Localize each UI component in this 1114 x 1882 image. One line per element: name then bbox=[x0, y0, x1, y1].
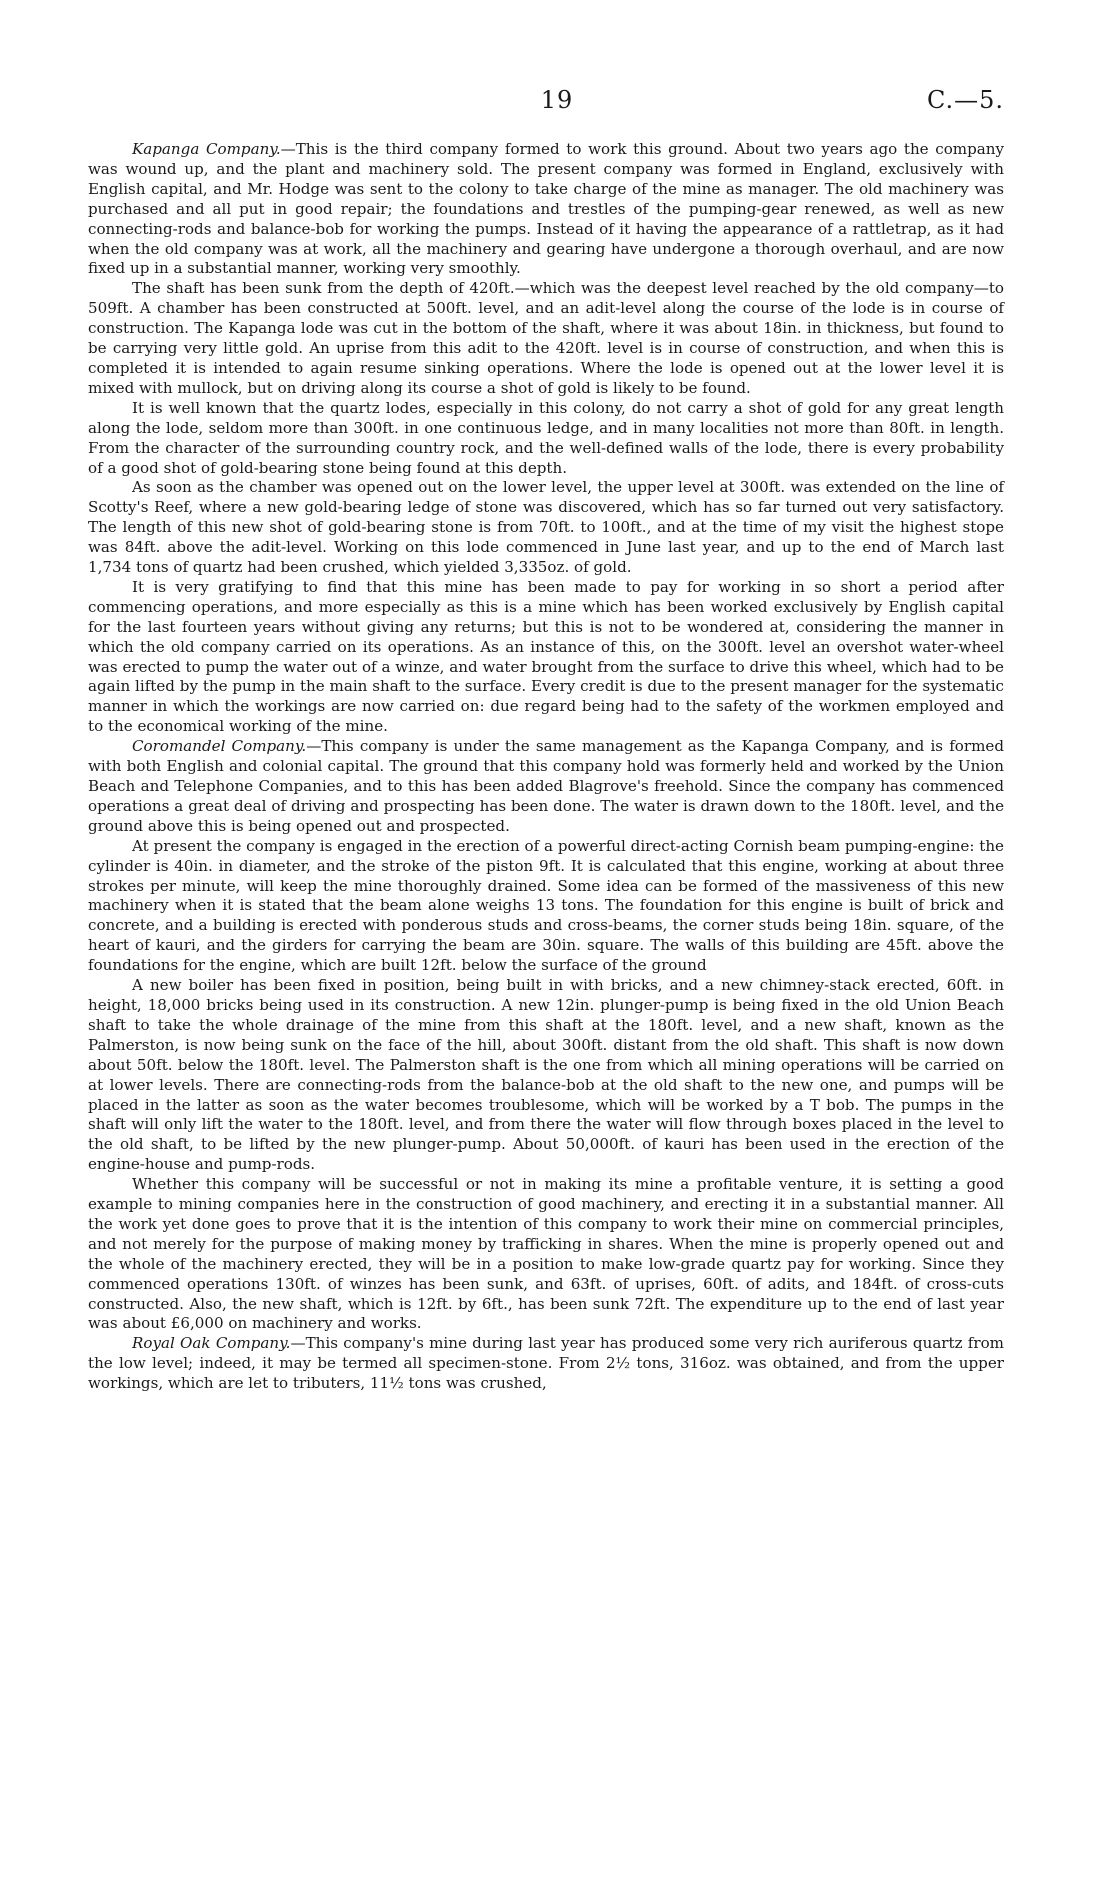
paragraph-text: It is very gratifying to find that this mine has been made to pay for working in so short a period after commencing operations, and more especially as this is a mine which has been worked exclusively by English capital for the last fourteen years without giving any returns; but this is not to be wondered at, considering the manner in which the old company carried on its operations. As an instance of this, on the 300ft. level an overshot water-wheel was erected to pump the water out of a winze, and water brought from the surface to drive this wheel, which had to be again lifted by the pump in the main shaft to the surface. Every credit is due to the present manager for the systematic manner in which the workings are now carried on: due regard being had to the safety of the workmen employed and to the economical working of the mine. bbox=[88, 577, 1004, 736]
company-heading-coromandel: Coromandel Company. bbox=[132, 737, 307, 756]
paragraph-text: —This is the third company formed to work this ground. About two years ago the company was wound up, and the plant and machinery sold. The present company was formed in England, exclusively with English capital, and Mr. Hodge was sent to the colony to take charge of the mine as manager. The old machinery was purchased and all put in good repair; the foundations and trestles of the pumping-gear renewed, as well as new connecting-rods and balance-bob for working the pumps. Instead of it having the appearance of a rattletrap, as it had when the old company was at work, all the machinery and gearing have undergone a thorough overhaul, and are now fixed up in a substantial manner, working very smoothly. bbox=[88, 140, 1005, 278]
paragraph-quartz-lodes bbox=[88, 399, 1004, 479]
paragraph-royal-oak-intro bbox=[88, 1334, 1004, 1394]
paragraph-text: At present the company is engaged in the erection of a powerful direct-acting Cornish beam pumping-engine: the cylinder is 40in. in diameter, and the stroke of the piston 9ft. It is calculated that this engine, working at about three strokes per minute, will keep the mine thoroughly drained. Some idea can be formed of the massiveness of this new machinery when it is stated that the beam alone weighs 13 tons. The foundation for this engine is built of brick and concrete, and a building is erected with ponderous studs and cross-beams, the corner studs being 18in. square, of the heart of kauri, and the girders for carrying the beam are 30in. square. The walls of this building are 45ft. above the foundations for the engine, which are built 12ft. below the surface of the ground bbox=[88, 836, 1004, 975]
paragraph-gratifying bbox=[88, 578, 1004, 737]
paragraph-cornish-engine bbox=[88, 837, 1004, 976]
paragraph-coromandel-intro bbox=[88, 737, 1004, 837]
company-heading-royal-oak: Royal Oak Company. bbox=[132, 1334, 291, 1353]
paragraph-text: The shaft has been sunk from the depth of 420ft.—which was the deepest level reached by the old company—to 509ft. A chamber has been constructed at 500ft. level, and an adit-level along the course of the lode is in course of construction. The Kapanga lode was cut in the bottom of the shaft, where it was about 18in. in thickness, but found to be carrying very little gold. An uprise from this adit to the 420ft. level is in course of construction, and when this is completed it is intended to again resume sinking operations. Where the lode is opened out at the lower level it is mixed with mullock, but on driving along its course a shot of gold is likely to be found. bbox=[88, 279, 1004, 397]
company-heading-kapanga: Kapanga Company. bbox=[132, 140, 281, 158]
paragraph-kapanga-intro bbox=[88, 140, 1004, 279]
paragraph-kapanga-shaft bbox=[88, 279, 1004, 398]
page-number: 19 bbox=[540, 86, 574, 114]
paragraph-text: As soon as the chamber was opened out on the lower level, the upper level at 300ft. was extended on the line of Scotty's Reef, where a new gold-bearing ledge of stone was discovered, which has so far turned out very satisfactory. The length of this new shot of gold-bearing stone is from 70ft. to 100ft., and at the time of my visit the highest stope was 84ft. above the adit-level. Working on this lode commenced in June last year, and up to the end of March last 1,734 tons of quartz had been crushed, which yielded 3,335oz. of gold. bbox=[88, 478, 1004, 577]
body-text bbox=[88, 140, 1004, 1394]
paragraph-text: —This company's mine during last year has produced some very rich auriferous quartz from the low level; indeed, it may be termed all specimen-stone. From 2½ tons, 316oz. was obtained, and from the upper workings, which are let to tributers, 11½ tons was crushed, bbox=[88, 1334, 1004, 1393]
paragraph-text: Whether this company will be successful or not in making its mine a profitable venture, it is setting a good example to mining companies here in the construction of good machinery, and erecting it in a substantial manner. All the work yet done goes to prove that it is the intention of this company to work their mine on commercial principles, and not merely for the purpose of making money by trafficking in shares. When the mine is properly opened out and the whole of the machinery erected, they will be in a position to make low-grade quartz pay for working. Since they commenced operations 130ft. of winzes has been sunk, and 63ft. of uprises, 60ft. of adits, and 184ft. of cross-cuts constructed. Also, the new shaft, which is 12ft. by 6ft., has been sunk 72ft. The expenditure up to the end of last year was about £6,000 on machinery and works. bbox=[88, 1175, 1004, 1333]
paragraph-whether-successful bbox=[88, 1175, 1004, 1334]
paragraph-scottys-reef bbox=[88, 478, 1004, 578]
document-code: C.—5. bbox=[926, 86, 1004, 114]
paragraph-text: It is well known that the quartz lodes, especially in this colony, do not carry a shot of gold for any great length along the lode, seldom more than 300ft. in one continuous ledge, and in many localities not more than 80ft. in length. From the character of the surrounding country rock, and the well-defined walls of the lode, there is every probability of a good shot of gold-bearing stone being found at this depth. bbox=[88, 398, 1004, 477]
paragraph-text: A new boiler has been fixed in position, being built in with bricks, and a new chimney-stack erected, 60ft. in height, 18,000 bricks being used in its construction. A new 12in. plunger-pump is being fixed in the old Union Beach shaft to take the whole drainage of the mine from this shaft at the 180ft. level, and a new shaft, known as the Palmerston, is now being sunk on the face of the hill, about 300ft. distant from the old shaft. This shaft is now down about 50ft. below the 180ft. level. The Palmerston shaft is the one from which all mining operations will be carried on at lower levels. There are connecting-rods from the balance-bob at the old shaft to the new one, and pumps will be placed in the latter as soon as the water becomes troublesome, which will be worked by a T bob. The pumps in the shaft will only lift the water to the 180ft. level, and from there the water will flow through boxes placed in the level to the old shaft, to be lifted by the new plunger-pump. About 50,000ft. of kauri has been used in the erection of the engine-house and pump-rods. bbox=[88, 976, 1004, 1174]
paragraph-text: —This company is under the same management as the Kapanga Company, and is formed with both English and colonial capital. The ground that this company hold was formerly held and worked by the Union Beach and Telephone Companies, and to this has been added Blagrove's freehold. Since the company has commenced operations a great deal of driving and prospecting has been done. The water is drawn down to the 180ft. level, and the ground above this is being opened out and prospected. bbox=[88, 737, 1004, 835]
paragraph-new-boiler bbox=[88, 976, 1004, 1175]
